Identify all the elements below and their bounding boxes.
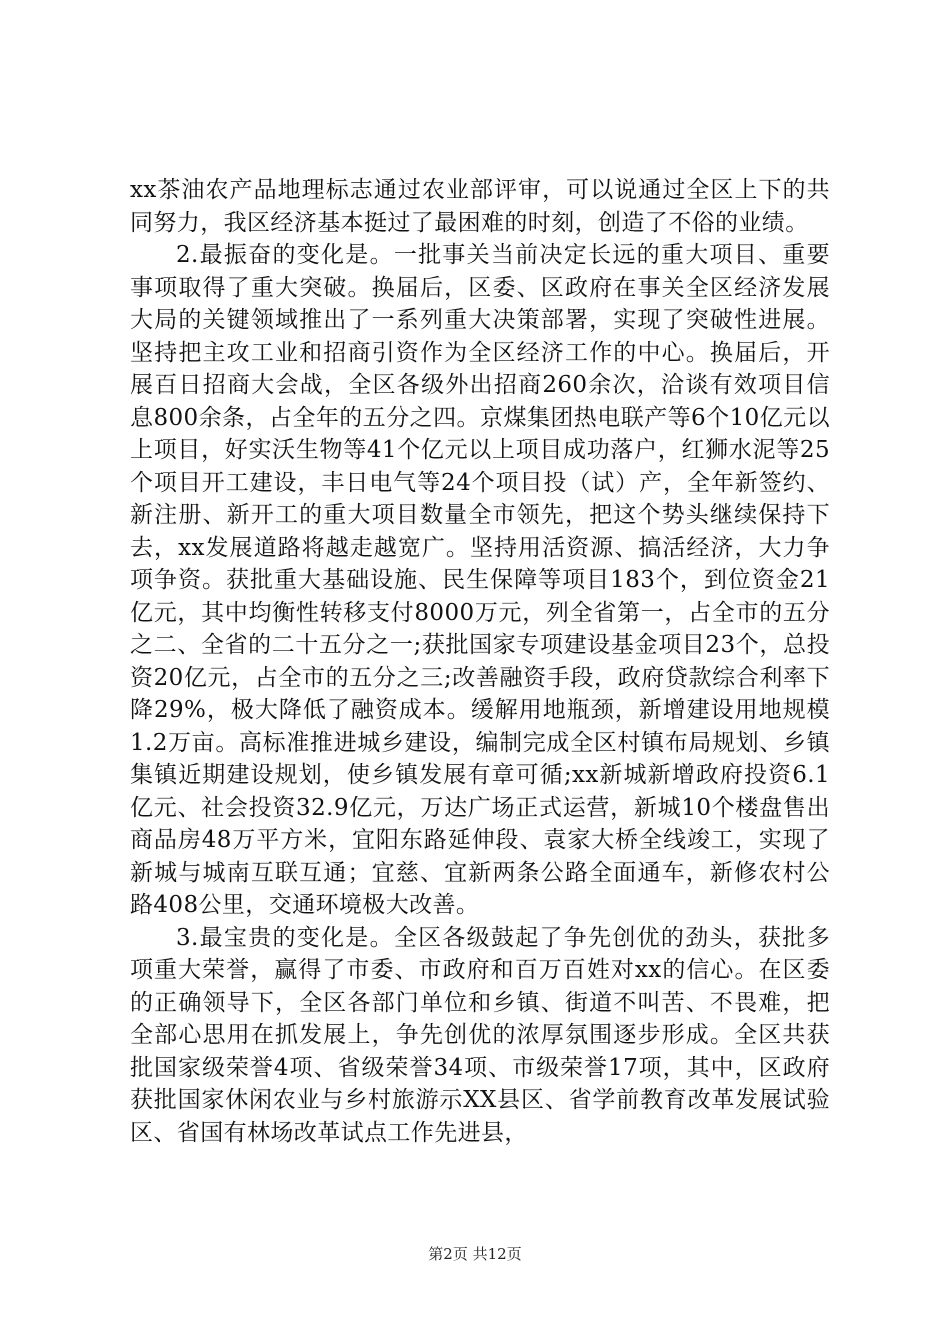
- page-footer: 第2页 共12页: [428, 1245, 522, 1263]
- paragraph-3: 3.最宝贵的变化是。全区各级鼓起了争先创优的劲头，获批多项重大荣誉，赢得了市委、市政府和百万百姓对xx的信心。在区委的正确领导下，全区各部门单位和乡镇、街道不叫苦、不畏难，把全部心思用在抓发展上，争先创优的浓厚氛围逐步形成。全区共获批国家级荣誉4项、省级荣誉34项、市级荣誉17项，其中，区政府获批国家休闲农业与乡村旅游示XX县区、省学前教育改革发展试验区、省国有林场改革试点工作先进县，: [130, 924, 830, 1146]
- document-body: [130, 174, 830, 1149]
- paragraph-2: 2.最振奋的变化是。一批事关当前决定长远的重大项目、重要事项取得了重大突破。换届后，区委、区政府在事关全区经济发展大局的关键领域推出了一系列重大决策部署，实现了突破性进展。坚持把主攻工业和招商引资作为全区经济工作的中心。换届后，开展百日招商大会战，全区各级外出招商260余次，洽谈有效项目信息800余条，占全年的五分之四。京煤集团热电联产等6个10亿元以上项目，好实沃生物等41个亿元以上项目成功落户，红狮水泥等25个项目开工建设，丰日电气等24个项目投（试）产，全年新签约、新注册、新开工的重大项目数量全市领先，把这个势头继续保持下去，xx发展道路将越走越宽广。坚持用活资源、搞活经济，大力争项争资。获批重大基础设施、民生保障等项目183个，到位资金21亿元，其中均衡性转移支付8000万元，列全省第一，占全市的五分之二、全省的二十五分之一;获批国家专项建设基金项目23个，总投资20亿元，占全市的五分之三;改善融资手段，政府贷款综合利率下降29%，极大降低了融资成本。缓解用地瓶颈，新增建设用地规模1.2万亩。高标准推进城乡建设，编制完成全区村镇布局规划、乡镇集镇近期建设规划，使乡镇发展有章可循;xx新城新增政府投资6.1亿元、社会投资32.9亿元，万达广场正式运营，新城10个楼盘售出商品房48万平方米，宜阳东路延伸段、袁家大桥全线竣工，实现了新城与城南互联互通；宜慈、宜新两条公路全面通车，新修农村公路408公里，交通环境极大改善。: [130, 242, 830, 918]
- paragraph-1: xx茶油农产品地理标志通过农业部评审，可以说通过全区上下的共同努力，我区经济基本挺过了最困难的时刻，创造了不俗的业绩。: [130, 177, 830, 236]
